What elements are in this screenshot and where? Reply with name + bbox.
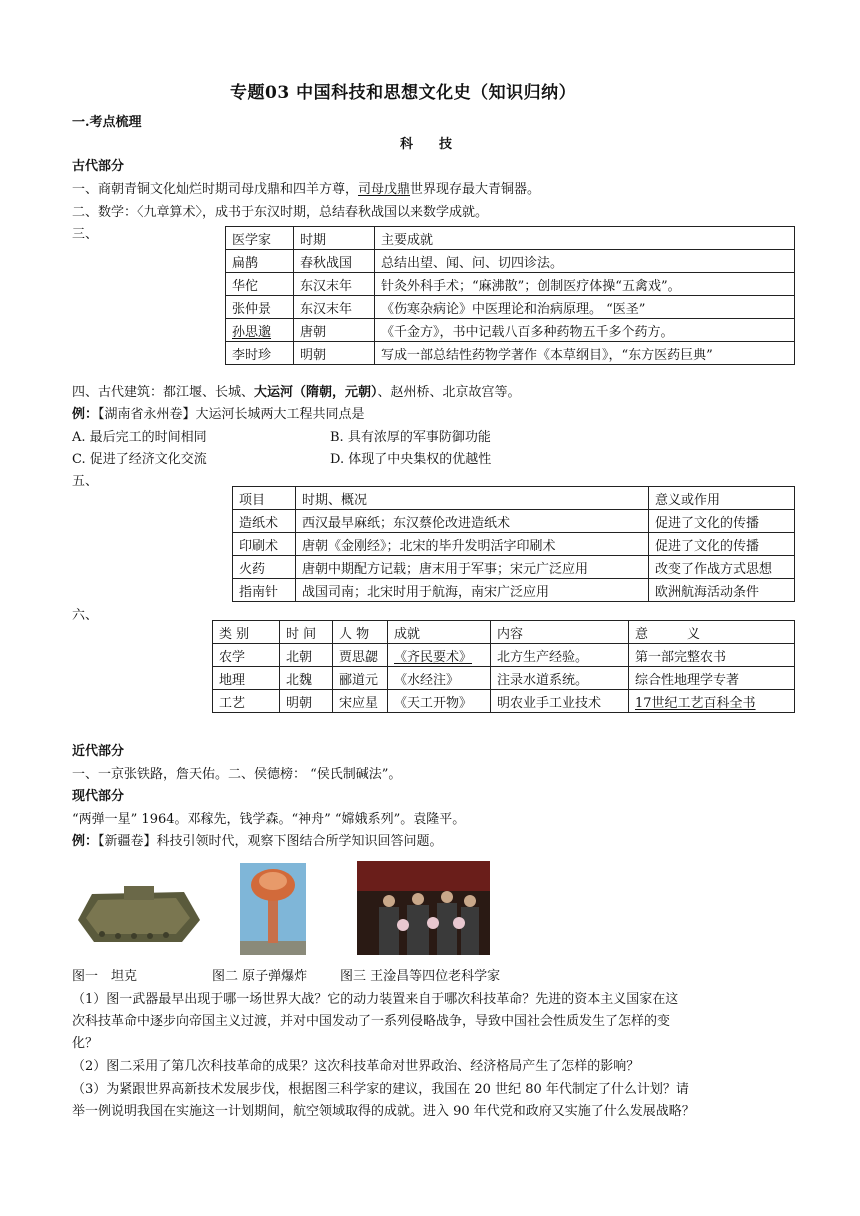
table-cell: 春秋战国 [294, 250, 375, 273]
tank-image [72, 868, 204, 952]
example-2: 例：【新疆卷】科技引领时代，观察下图结合所学知识回答问题。 [72, 834, 443, 849]
table-row [226, 296, 795, 319]
table-row [226, 319, 795, 342]
table-row [233, 510, 795, 533]
inventions-table [232, 486, 795, 602]
modern-line: 一、一京张铁路，詹天佑。二、侯德榜： “侯氏制碱法”。 [72, 767, 402, 782]
table-cell: 工艺 [213, 690, 280, 713]
nuclear-explosion-image [240, 863, 306, 955]
table-cell: 印刷术 [233, 533, 296, 556]
modern-heading: 近代部分 [72, 744, 125, 759]
header-cell: 意义或作用 [649, 487, 795, 510]
question-2: （2）图二采用了第几次科技革命的成果？这次科技革命对世界政治、经济格局产生了怎样的影响？ [72, 1059, 640, 1074]
table-row [226, 273, 795, 296]
table-cell: 华佗 [226, 273, 294, 296]
header-cell: 内容 [491, 621, 629, 644]
table-cell: 唐朝中期配方记载；唐末用于军事；宋元广泛应用 [296, 556, 649, 579]
header-cell: 医学家 [226, 227, 294, 250]
table-cell: 火药 [233, 556, 296, 579]
table-cell: 张仲景 [226, 296, 294, 319]
table-cell: 综合性地理学专著 [629, 667, 795, 690]
ancient-line-2: 二、数学：〈九章算术〉，成书于东汉时期，总结春秋战国以来数学成就。 [72, 205, 489, 220]
table-header-row [233, 487, 795, 510]
question-3-line-1: （3）为紧跟世界高新技术发展步伐，根据图三科学家的建议，我国在 20 世纪 80 年代制定了什么计划？请 [72, 1082, 689, 1097]
contemporary-line: “两弹一星” 1964。邓稼先，钱学森。“神舟” “嫦娥系列”。袁隆平。 [72, 812, 466, 827]
table-cell: 地理 [213, 667, 280, 690]
scientists-photo [357, 861, 490, 955]
table-cell: 注录水道系统。 [491, 667, 629, 690]
question-1-line-1: （1）图一武器最早出现于哪一场世界大战？它的动力装置来自于哪次科技革命？先进的资本主义国家在这 [72, 992, 679, 1007]
table-cell: 17世纪工艺百科全书 [629, 690, 795, 713]
table-cell: 针灸外科手术；“麻沸散”；创制医疗体操“五禽戏”。 [375, 273, 795, 296]
header-cell: 人 物 [333, 621, 388, 644]
table-cell: 北朝 [280, 644, 333, 667]
table-cell: 李时珍 [226, 342, 294, 365]
table-cell: 明朝 [294, 342, 375, 365]
header-cell: 项目 [233, 487, 296, 510]
table-cell: 明朝 [280, 690, 333, 713]
table-row [213, 644, 795, 667]
table-header-row [226, 227, 795, 250]
table-cell: 贾思勰 [333, 644, 388, 667]
table-cell: 《千金方》，书中记载八百多种药物五千多个药方。 [375, 319, 795, 342]
table-row [233, 533, 795, 556]
table-cell: 《天工开物》 [388, 690, 491, 713]
question-3-line-2: 举一例说明我国在实施这一计划期间，航空领域取得的成就。进入 90 年代党和政府又实施了什么发展战略？ [72, 1104, 695, 1119]
question-1-line-3: 化？ [72, 1036, 99, 1051]
table-cell: 东汉末年 [294, 296, 375, 319]
table-cell: 造纸术 [233, 510, 296, 533]
ancient-line-4: 四、古代建筑：都江堰、长城、大运河（隋朝，元朝）、赵州桥、北京故宫等。 [72, 385, 521, 400]
table-header-row [213, 621, 795, 644]
table-cell: 农学 [213, 644, 280, 667]
option-d: D. 体现了中央集权的优越性 [330, 452, 492, 467]
table-cell: 东汉末年 [294, 273, 375, 296]
header-cell: 类 别 [213, 621, 280, 644]
table-cell: 《齐民要术》 [388, 644, 491, 667]
table-cell: 唐朝 [294, 319, 375, 342]
medical-table [225, 226, 795, 365]
caption-3: 图三 王淦昌等四位老科学家 [340, 969, 501, 984]
table-cell: 孙思邈 [226, 319, 294, 342]
caption-2: 图二 原子弹爆炸 [212, 969, 308, 984]
label-3: 三、 [72, 227, 99, 242]
table-cell: 欧洲航海活动条件 [649, 579, 795, 602]
table-cell: 西汉最早麻纸；东汉蔡伦改进造纸术 [296, 510, 649, 533]
table-cell: 郦道元 [333, 667, 388, 690]
table-row [213, 667, 795, 690]
table-cell: 扁鹊 [226, 250, 294, 273]
table-cell: 战国司南；北宋时用于航海，南宋广泛应用 [296, 579, 649, 602]
option-b: B. 具有浓厚的军事防御功能 [330, 430, 491, 445]
table-cell: 第一部完整农书 [629, 644, 795, 667]
works-table [212, 620, 795, 713]
table-row [213, 690, 795, 713]
label-5: 五、 [72, 474, 99, 489]
header-cell: 时期、概况 [296, 487, 649, 510]
section-heading: 一.考点梳理 [72, 115, 142, 130]
table-cell: 宋应星 [333, 690, 388, 713]
label-6: 六、 [72, 608, 99, 623]
ancient-heading: 古代部分 [72, 159, 125, 174]
header-cell: 意 义 [629, 621, 795, 644]
table-row [233, 556, 795, 579]
table-cell: 指南针 [233, 579, 296, 602]
option-c: C. 促进了经济文化交流 [72, 452, 207, 467]
table-row [226, 250, 795, 273]
table-cell: 明农业手工业技术 [491, 690, 629, 713]
table-cell: 《伤寒杂病论》中医理论和治病原理。 “医圣” [375, 296, 795, 319]
table-cell: 总结出望、闻、问、切四诊法。 [375, 250, 795, 273]
option-a: A. 最后完工的时间相同 [72, 430, 207, 445]
table-cell: 改变了作战方式思想 [649, 556, 795, 579]
table-cell: 写成一部总结性药物学著作《本草纲目》，“东方医药巨典” [375, 342, 795, 365]
header-cell: 成就 [388, 621, 491, 644]
table-cell: 北魏 [280, 667, 333, 690]
header-cell: 时期 [294, 227, 375, 250]
page-title: 专题03 中国科技和思想文化史（知识归纳） [230, 83, 577, 103]
table-cell: 唐朝《金刚经》；北宋的毕升发明活字印刷术 [296, 533, 649, 556]
table-cell: 促进了文化的传播 [649, 510, 795, 533]
header-cell: 时 间 [280, 621, 333, 644]
question-1-line-2: 次科技革命中逐步向帝国主义过渡，并对中国发动了一系列侵略战争，导致中国社会性质发生了怎样的变 [72, 1014, 671, 1029]
table-row [226, 342, 795, 365]
ancient-line-1: 一、商朝青铜文化灿烂时期司母戊鼎和四羊方尊，司母戊鼎世界现存最大青铜器。 [72, 182, 541, 197]
table-cell: 促进了文化的传播 [649, 533, 795, 556]
caption-1: 图一 坦克 [72, 969, 138, 984]
example-1: 例：【湖南省永州卷】大运河长城两大工程共同点是 [72, 407, 365, 422]
subsection-title: 科 技 [400, 137, 453, 152]
contemporary-heading: 现代部分 [72, 789, 125, 804]
table-cell: 《水经注》 [388, 667, 491, 690]
table-row [233, 579, 795, 602]
header-cell: 主要成就 [375, 227, 795, 250]
table-cell: 北方生产经验。 [491, 644, 629, 667]
